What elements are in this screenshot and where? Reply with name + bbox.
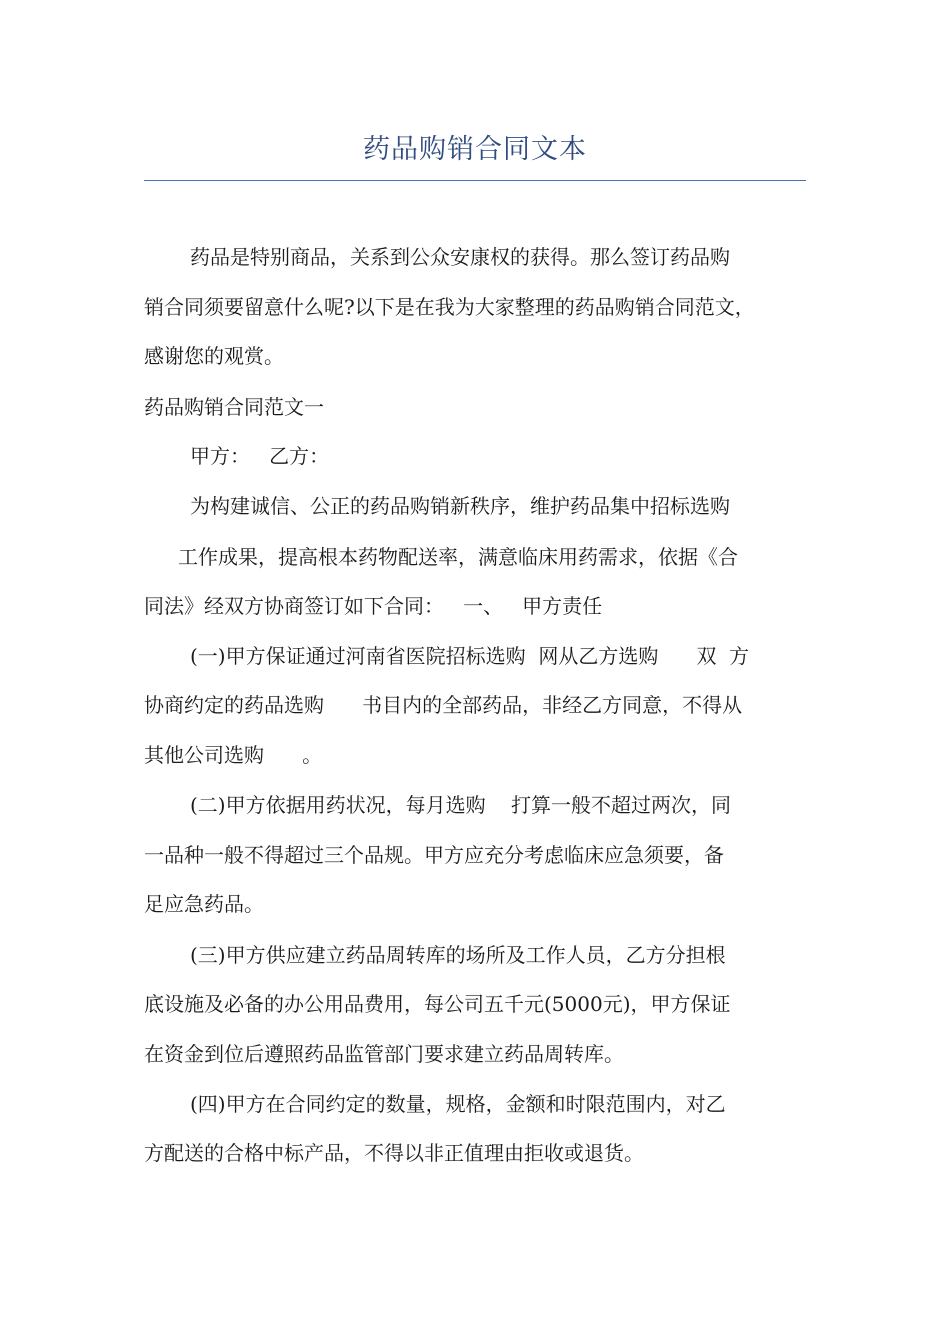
- body-line: 足应急药品。: [144, 892, 264, 916]
- body-line: (二)甲方依据用药状况，每月选购 打算一般不超过两次，同: [190, 793, 732, 817]
- body-line: (四)甲方在合同约定的数量，规格，金额和时限范围内，对乙: [190, 1092, 726, 1116]
- document-title: 药品购销合同文本: [363, 134, 587, 165]
- body-line: 在资金到位后遵照药品监管部门要求建立药品周转库。: [144, 1042, 624, 1066]
- body-line: 药品是特别商品，关系到公众安康权的获得。那么签订药品购: [190, 245, 730, 269]
- body-line: 其他公司选购 。: [144, 743, 323, 767]
- body-line: 同法》经双方协商签订如下合同： 一、 甲方责任: [144, 594, 603, 618]
- section-heading: 药品购销合同范文一: [144, 395, 324, 419]
- body-line: 方配送的合格中标产品，不得以非正值理由拒收或退货。: [144, 1141, 644, 1165]
- body-line: (一)甲方保证通过河南省医院招标选购 网从乙方选购 双 方: [190, 644, 750, 668]
- body-line: 底设施及必备的办公用品费用，每公司五千元(5000元)，甲方保证: [144, 992, 731, 1016]
- body-line: 为构建诚信、公正的药品购销新秩序，维护药品集中招标选购: [190, 494, 730, 518]
- body-line: 一品种一般不得超过三个品规。甲方应充分考虑临床应急须要，备: [144, 843, 724, 867]
- body-line: (三)甲方供应建立药品周转库的场所及工作人员，乙方分担根: [190, 943, 726, 967]
- body-line: 感谢您的观赏。: [144, 344, 284, 368]
- body-line: 工作成果，提高根本药物配送率，满意临床用药需求，依据《合: [178, 545, 738, 569]
- body-line: 销合同须要留意什么呢?以下是在我为大家整理的药品购销合同范文，: [144, 295, 755, 319]
- title-underline: [144, 180, 806, 181]
- body-line: 甲方： 乙方：: [190, 444, 330, 468]
- body-line: 协商约定的药品选购 书目内的全部药品，非经乙方同意，不得从: [144, 693, 743, 717]
